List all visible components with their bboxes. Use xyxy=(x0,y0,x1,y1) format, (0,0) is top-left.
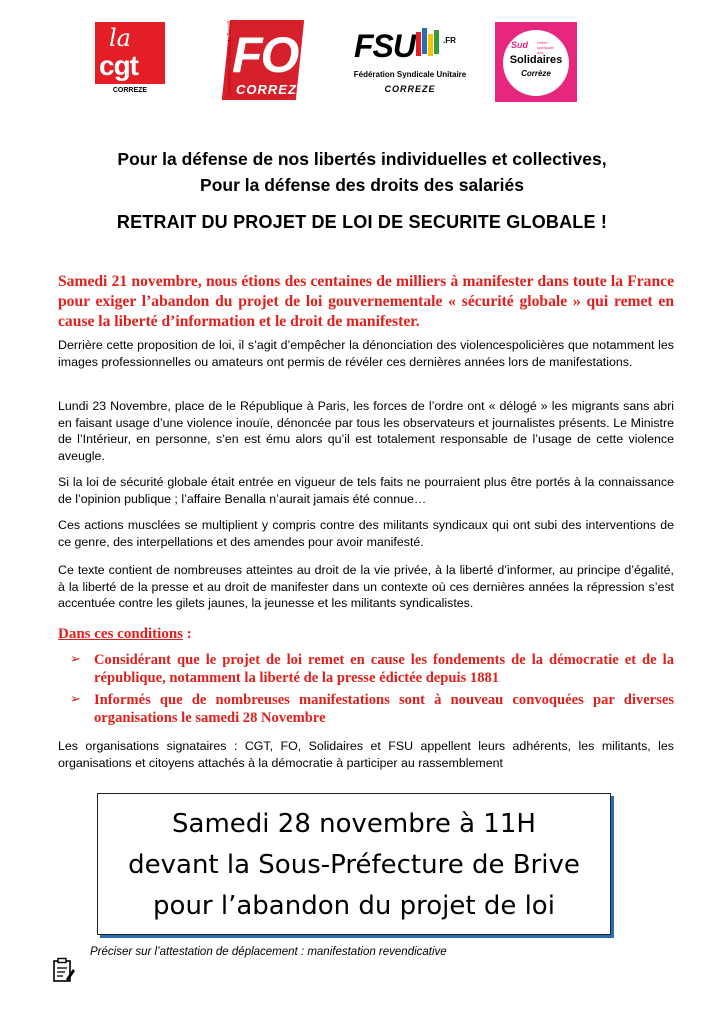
closing-paragraph: Les organisations signataires : CGT, FO, Solidaires et FSU appellent leurs adhérents, les militants, les organisations et citoyens attachés à la démocratie à participer au rassemblement xyxy=(58,739,674,770)
solidaires-logo-sud: Sud xyxy=(511,40,528,50)
paragraph-3: Si la loi de sécurité globale était entrée en vigueur de tels faits ne pourraient plus être portés à la connaissance de l’opinion publique ; l’affaire Benalla n’aurait jamais été connue… xyxy=(58,475,674,506)
solidaires-logo-small-text: Union syndicale des xyxy=(537,40,554,55)
fsu-logo-name: FSU xyxy=(354,28,415,64)
cgt-logo-name: cgt xyxy=(99,50,138,81)
fo-logo-region: CORREZE xyxy=(236,82,307,97)
arrow-bullet-icon: ➢ xyxy=(70,652,81,667)
arrow-bullet-icon: ➢ xyxy=(70,692,81,707)
cgt-logo-region: CORREZE xyxy=(95,84,165,98)
fsu-logo-subtitle: Fédération Syndicale Unitaire xyxy=(353,70,467,79)
fsu-logo-color-bars xyxy=(416,28,442,58)
paragraph-2: Lundi 23 Novembre, place de le République à Paris, les forces de l’ordre ont « délogé » les migrants sans abri en faisant usage d’une violence inouïe, dénoncée par tous les observateurs et journalistes présents. Le Ministre de l’Intérieur, en personne, s’en est ému alors qu’il est totalement responsable de l’usage de cette violence aveugle. xyxy=(58,399,674,463)
conditions-item-1: Considérant que le projet de loi remet en cause les fondements de la démocratie et de la république, notamment la liberté de la presse édictée depuis 1881 xyxy=(94,652,674,686)
event-line-2: devant la Sous-Préfecture de Brive xyxy=(128,850,580,880)
fsu-logo xyxy=(350,28,470,98)
conditions-title-text: Dans ces conditions xyxy=(58,626,184,642)
fsu-logo-suffix: .FR xyxy=(443,36,456,45)
intro-paragraph: Samedi 21 novembre, nous étions des centaines de milliers à manifester dans toute la France pour exiger l’abandon du projet de loi gouvernementale « sécurité globale » qui remet en cause la liberté d’information et le droit de manifester. xyxy=(58,273,674,330)
fsu-logo-region: CORREZE xyxy=(384,84,436,94)
paragraph-1: Derrière cette proposition de loi, il s’agit d’empêcher la dénonciation des violencespolicières que notamment les images professionnelles ou amateurs ont permis de révéler ces dernières années lors de manifestations. xyxy=(58,338,674,369)
conditions-item-2: Informés que de nombreuses manifestations sont à nouveau convoquées par diverses organisations le samedi 28 Novembre xyxy=(94,692,674,726)
list-item xyxy=(70,691,674,727)
solidaires-logo xyxy=(495,22,577,102)
header-line-2: Pour la défense des droits des salariés xyxy=(200,175,524,195)
conditions-title-colon: : xyxy=(183,626,192,642)
paragraph-5: Ce texte contient de nombreuses atteintes au droit de la vie privée, à la liberté d’informer, au principe d’égalité, à la liberté de la presse et au droit de manifester dans un contexte où ces dernières années la répression s’est accentuée contre les gilets jaunes, la jeunesse et les militants syndicalistes. xyxy=(58,563,674,611)
paragraph-4: Ces actions musclées se multiplient y compris contre des militants syndicaux qui ont subi des interventions de ce genre, des interpellations et des amendes pour avoir manifesté. xyxy=(58,518,674,549)
event-line-1: Samedi 28 novembre à 11H xyxy=(172,809,536,839)
solidaires-logo-region: Corrèze xyxy=(521,69,551,78)
conditions-list xyxy=(70,651,674,731)
fo-logo-name: FO xyxy=(232,27,298,83)
event-line-3: pour l’abandon du projet de loi xyxy=(153,891,555,921)
header-line-1: Pour la défense de nos libertés individuelles et collectives, xyxy=(117,149,607,169)
conditions-title xyxy=(58,626,192,643)
list-item xyxy=(70,651,674,687)
footer-note: Préciser sur l’attestation de déplacement : manifestation revendicative xyxy=(90,946,447,958)
solidaires-logo-name: Solidaires xyxy=(509,54,563,66)
fo-logo-side-text: Confédération Générale du Travail xyxy=(227,20,234,98)
cgt-logo xyxy=(95,22,165,98)
event-box xyxy=(97,793,611,935)
fo-logo xyxy=(218,20,307,104)
logo-row xyxy=(0,22,724,102)
cgt-logo-la: la xyxy=(109,24,131,52)
header-subtitles xyxy=(40,146,684,198)
page-title: RETRAIT DU PROJET DE LOI DE SECURITE GLOBALE ! xyxy=(116,212,608,232)
clipboard-icon xyxy=(52,957,76,983)
